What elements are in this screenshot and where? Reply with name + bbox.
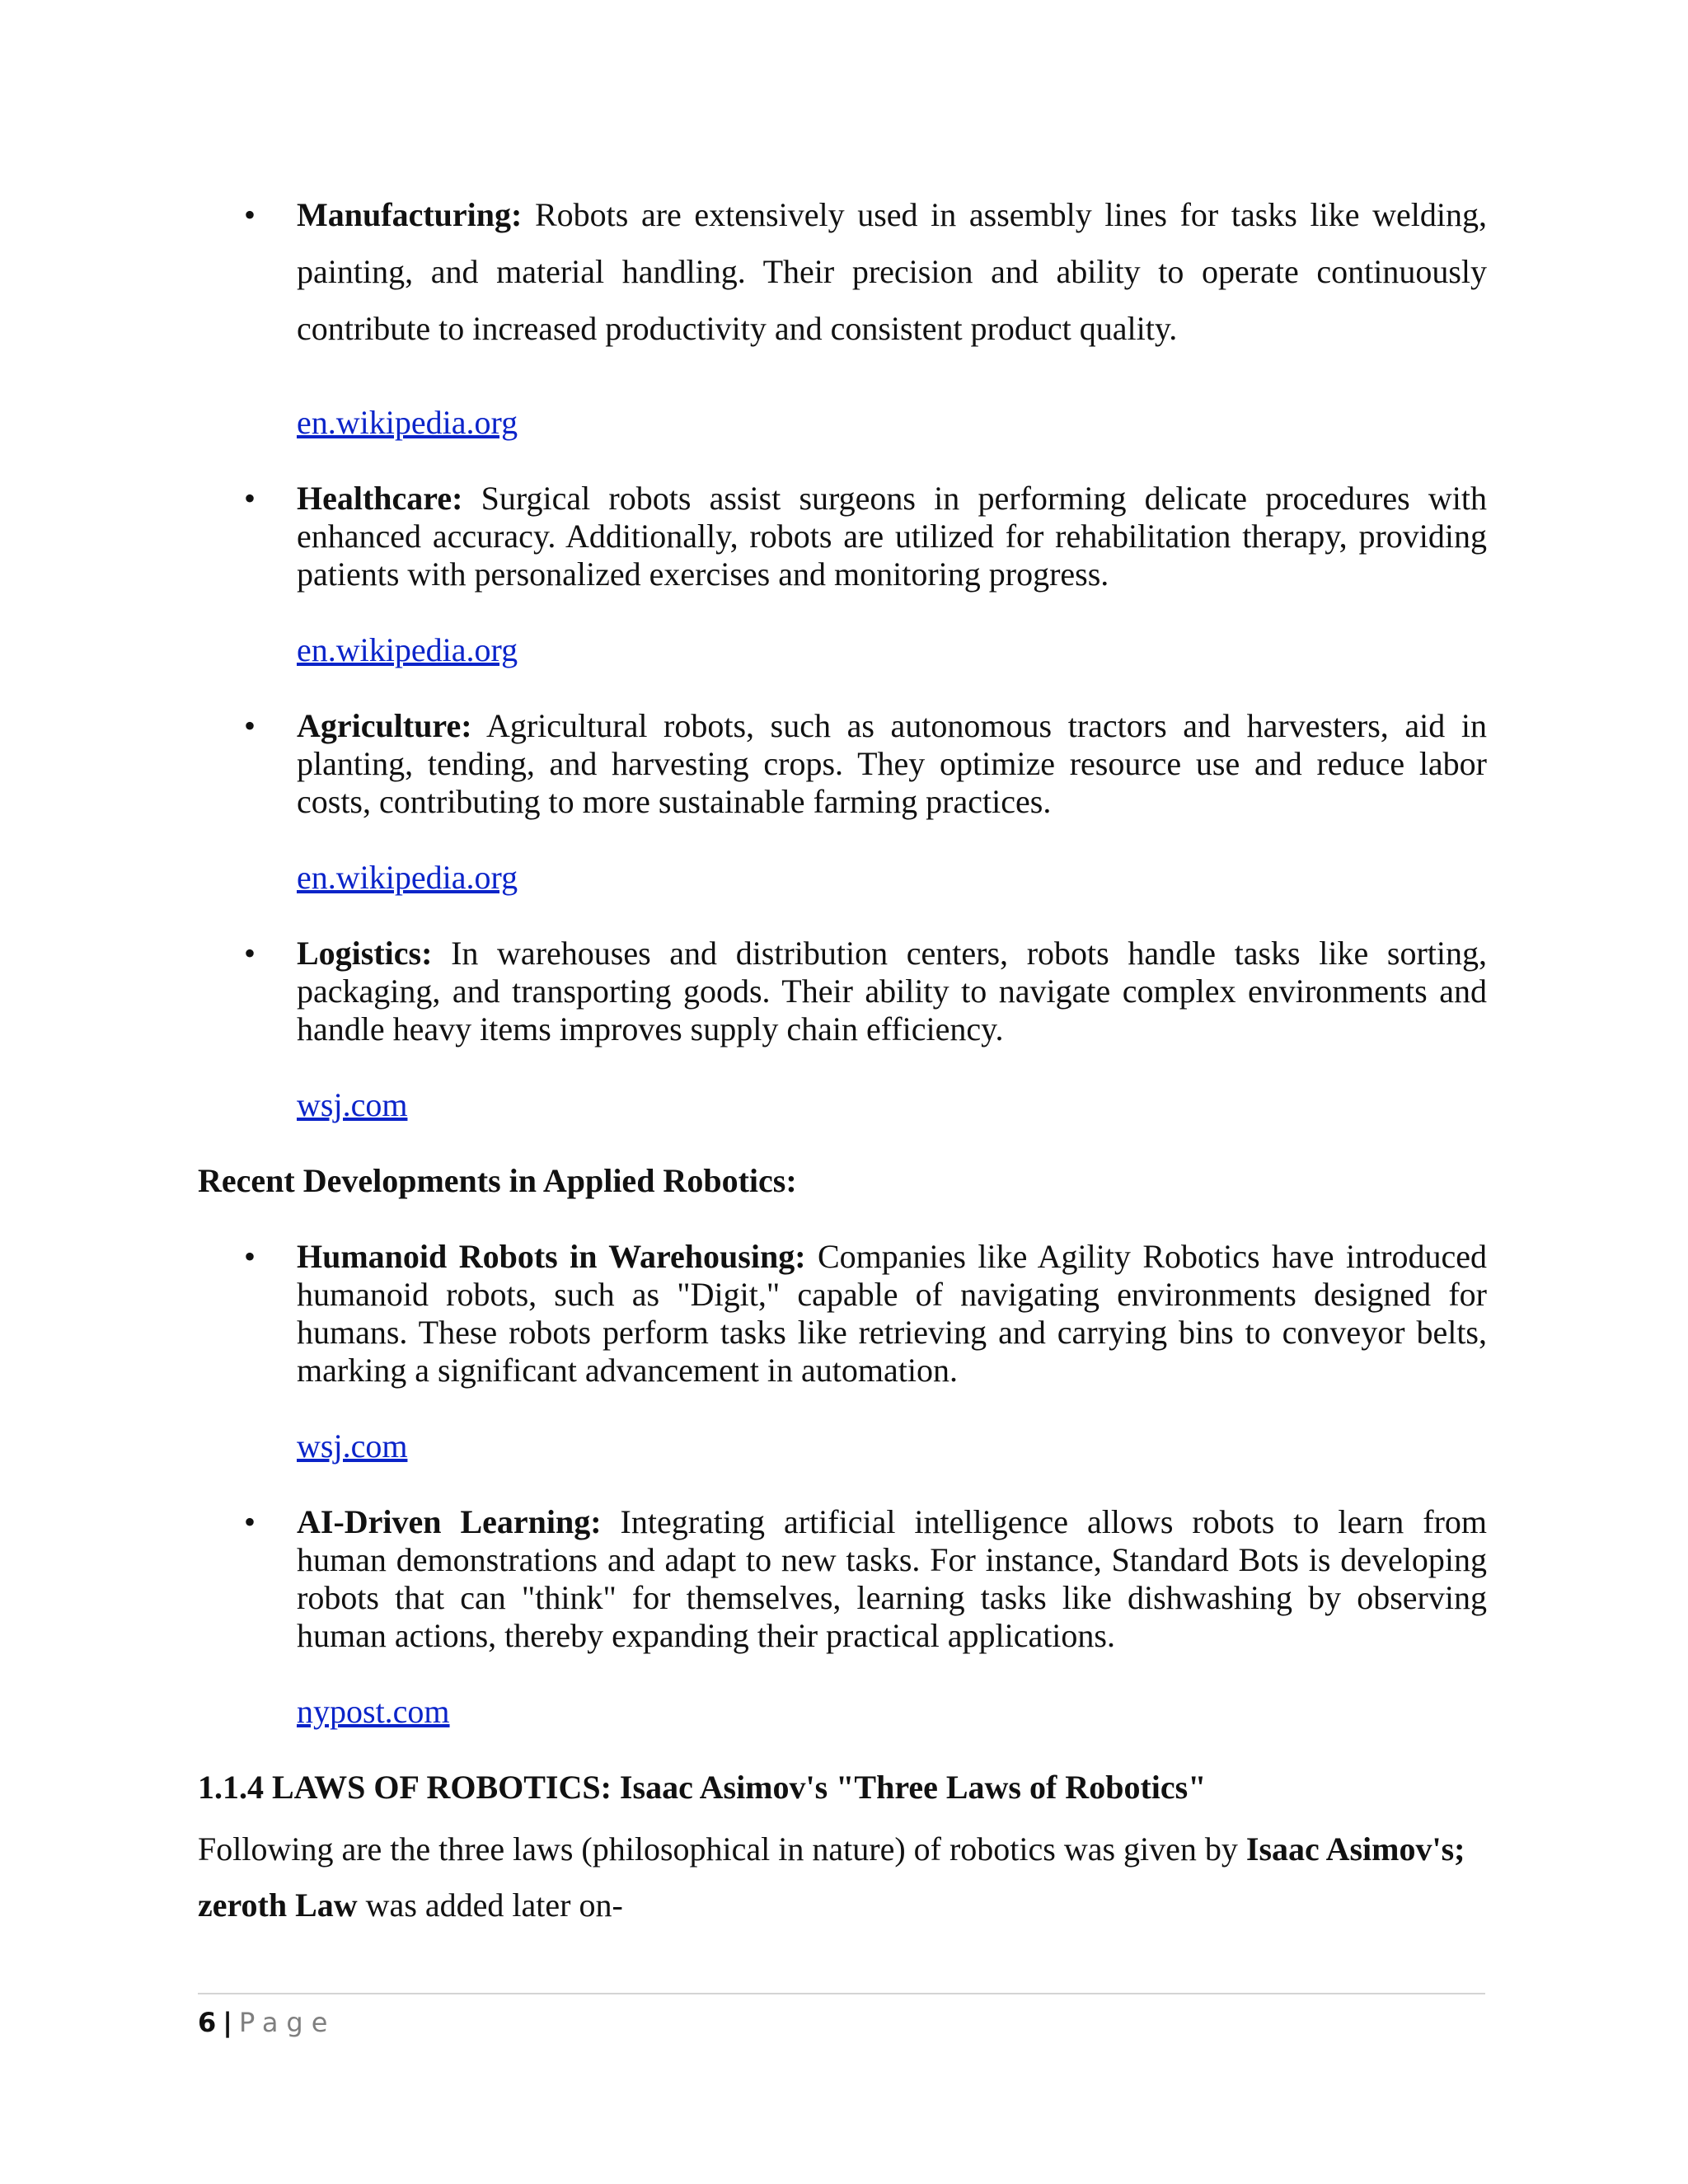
source-link[interactable]: wsj.com — [297, 1086, 408, 1123]
item-text: In warehouses and distribution centers, robots handle tasks like sorting, packaging, and transporting goods. Their ability to navigate complex environments and handle heavy items improves supply chain efficiency. — [297, 935, 1487, 1047]
item-title: Manufacturing: — [297, 196, 523, 233]
intro-text: Following are the three laws (philosophical in nature) of robotics was given by — [198, 1830, 1246, 1868]
item-text: Surgical robots assist surgeons in performing delicate procedures with enhanced accuracy. Additionally, robots are utilized for rehabilitation therapy, providing patients with personalized exercises and monitoring progress. — [297, 480, 1487, 593]
item-text: Robots are extensively used in assembly lines for tasks like welding, painting, and material handling. Their precision and ability to operate continuously contribute to increased productivity and consistent product quality. — [297, 196, 1487, 347]
page-label: Page — [238, 2007, 336, 2038]
intro-bold-zeroth-law: zeroth Law — [198, 1886, 358, 1924]
section-heading-laws: 1.1.4 LAWS OF ROBOTICS: Isaac Asimov's "Three Laws of Robotics" — [198, 1769, 1207, 1806]
list-item-healthcare — [198, 480, 1487, 593]
item-title: Healthcare: — [297, 480, 463, 517]
bullet-icon: • — [244, 935, 256, 972]
source-link[interactable]: en.wikipedia.org — [297, 404, 518, 441]
source-link[interactable]: en.wikipedia.org — [297, 631, 518, 668]
item-text: Agricultural robots, such as autonomous tractors and harvesters, aid in planting, tending, and harvesting crops. They optimize resource use and reduce labor costs, contributing to more sustainable farming practices. — [297, 707, 1487, 820]
bullet-icon: • — [244, 707, 256, 744]
page-number: 6 — [198, 2007, 217, 2038]
intro-text-end: was added later on- — [357, 1886, 623, 1924]
footer-separator: | — [223, 2007, 232, 2038]
source-link[interactable]: nypost.com — [297, 1693, 450, 1730]
source-link[interactable]: en.wikipedia.org — [297, 859, 518, 896]
item-title: Agriculture: — [297, 707, 472, 744]
intro-bold-author: Isaac Asimov's; — [1245, 1830, 1465, 1868]
item-title: AI-Driven Learning: — [297, 1503, 602, 1540]
item-text: Companies like Agility Robotics have introduced humanoid robots, such as "Digit," capable of navigating environments designed for humans. These robots perform tasks like retrieving and carrying bins to conveyor belts, marking a significant advancement in automation. — [297, 1238, 1487, 1389]
section-heading-recent: Recent Developments in Applied Robotics: — [198, 1162, 797, 1199]
item-title: Humanoid Robots in Warehousing: — [297, 1238, 806, 1275]
item-text: Integrating artificial intelligence allows robots to learn from human demonstrations and adapt to new tasks. For instance, Standard Bots is developing robots that can "think" for themselves, learning tasks like dishwashing by observing human actions, thereby expanding their practical applications. — [297, 1503, 1487, 1654]
item-title: Logistics: — [297, 935, 433, 972]
footer-divider — [198, 1993, 1485, 1994]
list-item-humanoid-robots — [198, 1238, 1487, 1390]
laws-intro-paragraph — [198, 1821, 1484, 1933]
bullet-icon: • — [244, 196, 256, 233]
list-item-agriculture — [198, 707, 1487, 821]
bullet-icon: • — [244, 1503, 256, 1540]
bullet-icon: • — [244, 480, 256, 517]
list-item-logistics — [198, 935, 1487, 1048]
page-footer — [198, 2006, 335, 2039]
list-item-manufacturing — [198, 186, 1487, 357]
bullet-icon: • — [244, 1238, 256, 1275]
list-item-ai-driven-learning — [198, 1503, 1487, 1655]
source-link[interactable]: wsj.com — [297, 1427, 408, 1465]
